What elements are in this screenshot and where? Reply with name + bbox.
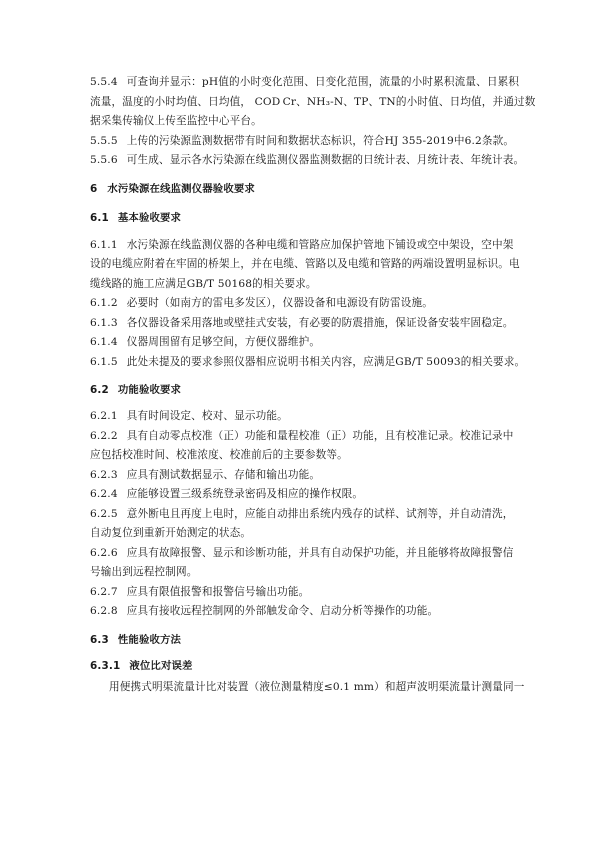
clause-6-2-2: 6.2.2 具有自动零点校准（正）功能和量程校准（正）功能，且有校准记录。校准记录中 [90, 430, 514, 442]
clause-5-5-6: 5.5.6 可生成、显示各水污染源在线监测仪器监测数据的日统计表、月统计表、年统计表。 [90, 154, 525, 166]
clause-6-1-5: 6.1.5 此处未提及的要求参照仪器相应说明书相关内容，应满足GB/T 50093的相关要求。 [90, 356, 526, 368]
clause-6-2-2-cont: 应包括校准时间、校准浓度、校准前后的主要参数等。 [90, 449, 348, 461]
clause-6-2-1: 6.2.1 具有时间设定、校对、显示功能。 [90, 410, 288, 422]
clause-5-5-4-cont-2: 据采集传输仪上传至监控中心平台。 [90, 115, 262, 127]
clause-5-5-4-cont-1: 流量，温度的小时均值、日均值， COD Cr、NH₃-N、TP、TN的小时值、日均值，并通过数 [90, 96, 536, 108]
clause-6-2-8: 6.2.8 应具有接收远程控制网的外部触发命令、启动分析等操作的功能。 [90, 605, 439, 617]
clause-6-1-1: 6.1.1 水污染源在线监测仪器的各种电缆和管路应加保护管地下铺设或空中架设，空中架 [90, 239, 514, 251]
clause-6-2-5: 6.2.5 意外断电且再度上电时，应能自动排出系统内残存的试样、试剂等，并自动清洗， [90, 508, 514, 520]
clause-6-2-6-cont: 号输出到远程控制网。 [90, 566, 198, 578]
clause-6-1-2: 6.1.2 必要时（如南方的雷电多发区），仪器设备和电源设有防雷设施。 [90, 297, 433, 309]
clause-6-2-4: 6.2.4 应能够设置三级系统登录密码及相应的操作权限。 [90, 488, 364, 500]
section-6-1-heading: 6.1 基本验收要求 [90, 212, 182, 224]
clause-6-2-3: 6.2.3 应具有测试数据显示、存储和输出功能。 [90, 469, 321, 481]
clause-5-5-4: 5.5.4 可查询并显示：pH值的小时变化范围、日变化范围，流量的小时累积流量、日累积 [90, 76, 520, 88]
section-6-2-heading: 6.2 功能验收要求 [90, 384, 182, 396]
section-6-3-heading: 6.3 性能验收方法 [90, 634, 182, 646]
paragraph-6-3-1-line-1: 用便携式明渠流量计比对装置（液位测量精度≤0.1 mm）和超声波明渠流量计测量同一 [109, 681, 525, 693]
clause-6-1-1-cont-1: 设的电缆应附着在牢固的桥架上，并在电缆、管路以及电缆和管路的两端设置明显标识。电 [90, 258, 520, 270]
section-6-3-1-heading: 6.3.1 液位比对误差 [90, 660, 193, 672]
clause-6-1-1-cont-2: 缆线路的施工应满足GB/T 50168的相关要求。 [90, 278, 317, 290]
clause-6-2-7: 6.2.7 应具有限值报警和报警信号输出功能。 [90, 586, 310, 598]
section-6-heading: 6 水污染源在线监测仪器验收要求 [90, 183, 255, 195]
clause-6-2-5-cont: 自动复位到重新开始测定的状态。 [90, 527, 252, 539]
clause-6-1-3: 6.1.3 各仪器设备采用落地或壁挂式安装，有必要的防震措施，保证设备安装牢固稳定。 [90, 317, 514, 329]
clause-6-1-4: 6.1.4 仪器周围留有足够空间，方便仪器维护。 [90, 336, 321, 348]
clause-5-5-5: 5.5.5 上传的污染源监测数据带有时间和数据状态标识，符合HJ 355-2019中6.2条款。 [90, 135, 515, 147]
clause-6-2-6: 6.2.6 应具有故障报警、显示和诊断功能，并具有自动保护功能，并且能够将故障报警信 [90, 547, 514, 559]
